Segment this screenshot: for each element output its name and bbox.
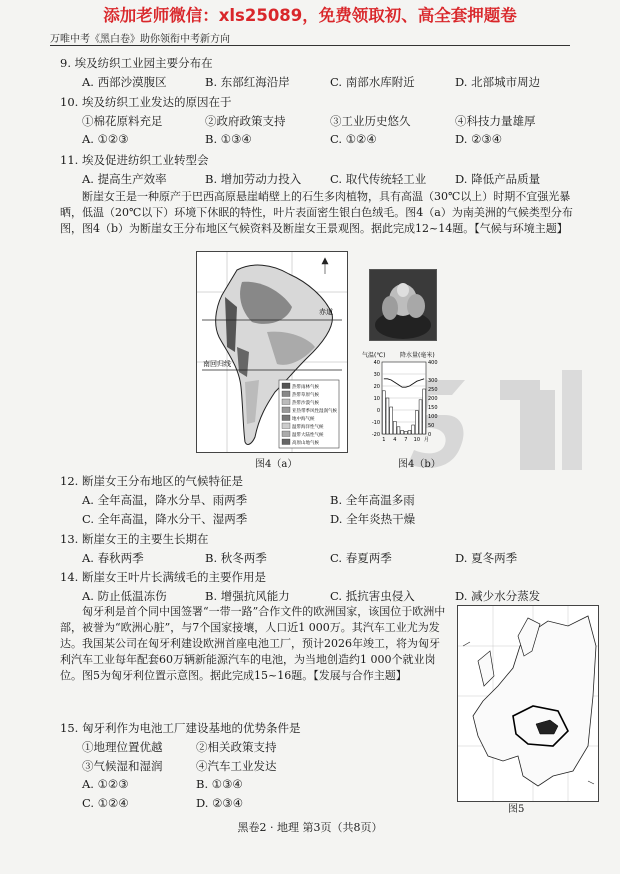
q14-option-d: D. 减少水分蒸发 <box>455 589 541 603</box>
q9-option-a: A. 西部沙漠腹区 <box>82 75 167 89</box>
q15-option-d: D. ②③④ <box>196 796 244 810</box>
q10-option-d: D. ②③④ <box>455 132 503 146</box>
q15-choice-3: ③气候湿和湿润 <box>82 759 163 773</box>
passage-hungary: 匈牙利是首个同中国签署“一带一路”合作文件的欧洲国家，该国位于欧洲中部，被誉为“欧洲心脏”，与7个国家接壤，人口近1 000万。其汽车工业尤为发达。我国某公司在匈牙利建设欧洲首座电池工厂，预计2026年竣工，将为匈牙利汽车工业每年配套60万辆新能源汽车的电池，为当地创造约1 000个就业岗位。图5为匈牙利位置示意图。据此完成15~16题。【发展与合作主题】 <box>60 605 446 682</box>
precip-tick-label: 200 <box>428 396 438 402</box>
q13-option-d: D. 夏冬两季 <box>455 551 518 565</box>
passage-climate: 断崖女王是一种原产于巴西高原悬崖峭壁上的石生多肉植物，具有高温（30℃以上）时期不宜强光暴晒，低温（20℃以下）环境下休眠的特性，叶片表面密生银白色绒毛。图4（a）为南美洲的气候类型分布图，图4（b）为断崖女王分布地区气候资料及断崖女王景观图。据此完成12~14题。【气候与环境主题】 <box>60 190 573 235</box>
q11-option-a: A. 提高生产效率 <box>82 172 167 186</box>
q11-stem: 11. 埃及促进纺织工业转型会 <box>60 153 209 167</box>
month-tick-label: 7 <box>404 437 408 443</box>
legend-label: 热带雨林气候 <box>292 385 319 390</box>
figure-4a-caption: 图4（a） <box>255 459 298 470</box>
running-header: 万唯中考《黑白卷》助你领衔中考新方向 <box>50 34 230 45</box>
q14-option-a: A. 防止低温冻伤 <box>82 589 167 603</box>
figure-4a-climate-map <box>196 251 348 453</box>
plant-photo <box>369 269 437 341</box>
precip-tick-label: 150 <box>428 405 438 411</box>
promo-banner: 添加老师微信：xls25089，免费领取初、高全套押题卷 <box>103 6 517 25</box>
q11-option-d: D. 降低产品质量 <box>455 172 541 186</box>
q12-option-b: B. 全年高温多雨 <box>330 493 415 507</box>
figure-5-caption: 图5 <box>508 804 525 815</box>
legend-label: 温带大陆性气候 <box>292 433 324 438</box>
temp-tick-label: 30 <box>373 372 380 378</box>
q10-stem: 10. 埃及纺织工业发达的原因在于 <box>60 95 232 109</box>
q12-option-c: C. 全年高温，降水分干、湿两季 <box>82 512 248 526</box>
legend-swatch <box>282 439 290 445</box>
precip-bar <box>404 431 407 434</box>
precip-axis-label: 降水量(毫米) <box>400 352 435 359</box>
q10-choice-2: ②政府政策支持 <box>205 114 286 128</box>
precip-bar <box>401 430 404 434</box>
legend-label: 热带沙漠气候 <box>292 401 319 406</box>
q15-option-c: C. ①②④ <box>82 796 129 810</box>
precip-tick-label: 400 <box>428 360 438 366</box>
legend-label: 亚热带季风性湿润气候 <box>292 409 337 414</box>
month-tick-label: 10 <box>413 437 421 443</box>
q15-stem: 15. 匈牙利作为电池工厂建设基地的优势条件是 <box>60 721 301 735</box>
q15-option-a: A. ①②③ <box>82 777 129 791</box>
figure-4b-caption: 图4（b） <box>398 459 441 470</box>
q11-option-c: C. 取代传统轻工业 <box>330 172 427 186</box>
precip-tick-label: 300 <box>428 378 438 384</box>
header-divider <box>50 45 570 46</box>
q9-option-b: B. 东部红海沿岸 <box>205 75 290 89</box>
precip-bar <box>393 421 396 434</box>
precip-bar <box>386 398 389 434</box>
q15-choice-1: ①地理位置优越 <box>82 740 163 754</box>
q12-option-d: D. 全年炎热干燥 <box>330 512 416 526</box>
precip-tick-label: 50 <box>428 423 435 429</box>
precip-bar <box>382 391 385 434</box>
equator-label: 赤道 <box>319 308 333 316</box>
q13-stem: 13. 断崖女王的主要生长期在 <box>60 532 209 546</box>
q10-choice-4: ④科技力量雄厚 <box>455 114 536 128</box>
figure-5-hungary-map <box>457 605 599 802</box>
month-tick-label: 1 <box>382 437 386 443</box>
q13-option-b: B. 秋冬两季 <box>205 551 267 565</box>
precip-bar <box>419 400 422 434</box>
legend-label: 高原山地气候 <box>292 441 319 446</box>
q15-option-b: B. ①③④ <box>196 777 243 791</box>
q14-option-b: B. 增强抗风能力 <box>205 589 290 603</box>
precip-bar <box>423 389 426 434</box>
temp-tick-label: 40 <box>373 360 380 366</box>
q15-choice-4: ④汽车工业发达 <box>196 759 277 773</box>
legend-swatch <box>282 423 290 429</box>
legend-label: 热带草原气候 <box>292 393 319 398</box>
precip-bar <box>397 427 400 434</box>
q10-option-c: C. ①②④ <box>330 132 377 146</box>
q13-option-c: C. 春夏两季 <box>330 551 392 565</box>
temp-tick-label: -20 <box>371 432 380 438</box>
q13-option-a: A. 春秋两季 <box>82 551 144 565</box>
legend-swatch <box>282 399 290 405</box>
precip-tick-label: 100 <box>428 414 438 420</box>
page-footer: 黑卷2 · 地理 第3页（共8页） <box>237 821 383 834</box>
precip-bar <box>390 407 393 434</box>
q10-option-b: B. ①③④ <box>205 132 252 146</box>
q9-stem: 9. 埃及纺织工业园主要分布在 <box>60 56 213 70</box>
legend-swatch <box>282 391 290 397</box>
q11-option-b: B. 增加劳动力投入 <box>205 172 302 186</box>
precip-tick-label: 250 <box>428 387 438 393</box>
tropic-capricorn-label: 南回归线 <box>203 360 231 368</box>
precip-bar <box>412 425 415 434</box>
q15-choice-2: ②相关政策支持 <box>196 740 277 754</box>
temp-tick-label: -10 <box>371 420 380 426</box>
temp-axis-label: 气温(℃) <box>362 352 386 359</box>
q10-option-a: A. ①②③ <box>82 132 129 146</box>
q12-stem: 12. 断崖女王分布地区的气候特征是 <box>60 474 243 488</box>
legend-swatch <box>282 383 290 389</box>
legend-swatch <box>282 431 290 437</box>
legend-swatch <box>282 415 290 421</box>
legend-label: 地中海气候 <box>292 417 315 422</box>
q14-option-c: C. 抵抗害虫侵入 <box>330 589 415 603</box>
month-tick-label: 月 <box>423 437 429 443</box>
figure-4b-climate-chart <box>362 350 444 448</box>
q9-option-c: C. 南部水库附近 <box>330 75 415 89</box>
temp-tick-label: 0 <box>376 408 380 414</box>
q10-choice-1: ①棉花原料充足 <box>82 114 163 128</box>
q14-stem: 14. 断崖女王叶片长满绒毛的主要作用是 <box>60 570 266 584</box>
q12-option-a: A. 全年高温，降水分旱、雨两季 <box>82 493 248 507</box>
precip-bar <box>408 430 411 434</box>
precip-bar <box>415 411 418 434</box>
legend-label: 温带海洋性气候 <box>292 425 324 430</box>
legend-swatch <box>282 407 290 413</box>
q9-option-d: D. 北部城市周边 <box>455 75 541 89</box>
month-tick-label: 4 <box>393 437 397 443</box>
temp-tick-label: 20 <box>373 384 380 390</box>
precip-tick-label: 0 <box>428 432 432 438</box>
q10-choice-3: ③工业历史悠久 <box>330 114 411 128</box>
temp-tick-label: 10 <box>373 396 380 402</box>
